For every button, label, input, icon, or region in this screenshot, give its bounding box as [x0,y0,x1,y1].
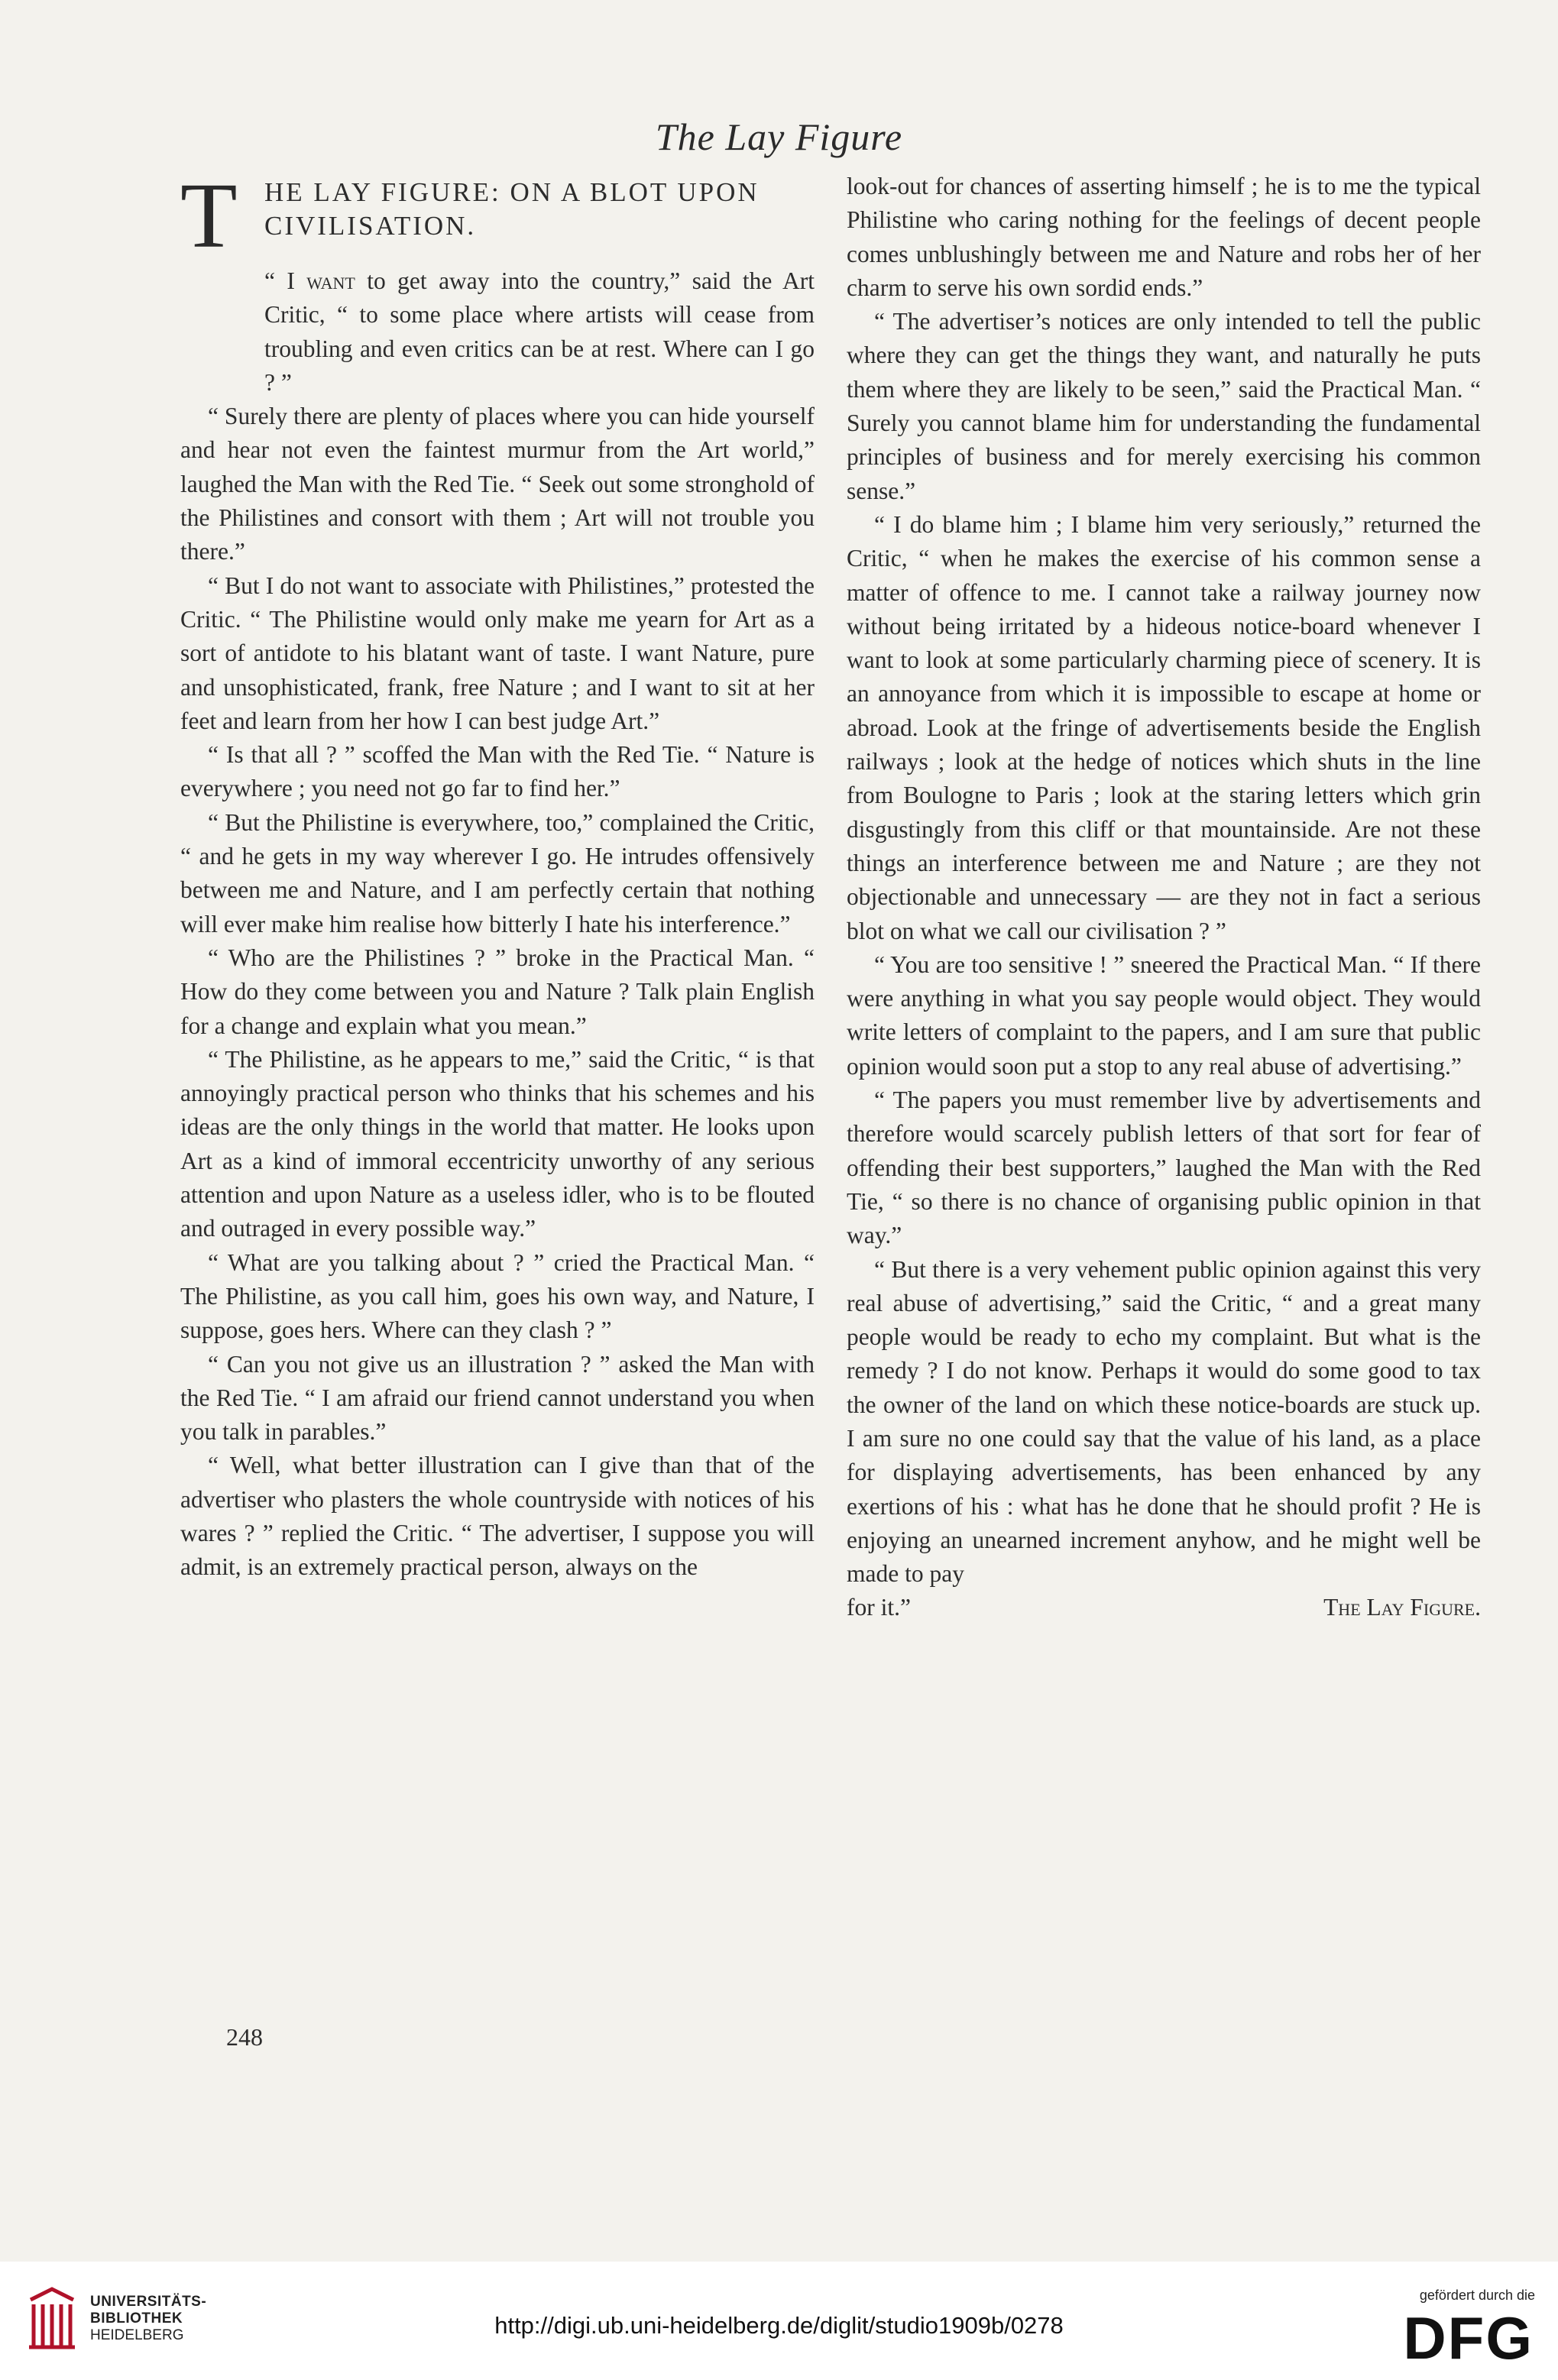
first-paragraph-text: to get away into the country,” said the Art Critic, “ to some place where artists will cease from troubling and even critics can be at rest. Where can I go ? ” [264,267,815,396]
permalink-url[interactable]: http://digi.ub.uni-heidelberg.de/diglit/studio1909b/0278 [494,2312,1064,2339]
funded-by-label: gefördert durch die [1419,2288,1535,2303]
drop-cap: T [180,164,238,267]
paragraph: “ What are you talking about ? ” cried the Practical Man. “ The Philistine, as you call him, goes his own way, and Nature, I suppose, goes hers. Where can they clash ? ” [180,1248,815,1344]
running-title: The Lay Figure [655,115,903,158]
digitization-footer [0,2262,1558,2380]
paragraph: “ But the Philistine is everywhere, too,” complained the Critic, “ and he gets in my way wherever I go. He intrudes offensively between me and Nature, and I am perfectly certain that nothing will ever make him realise how bitterly I hate his interference.” [180,808,815,937]
last-paragraph: “ But there is a very vehement public opinion against this very real abuse of advertising,” said the Critic, “ and a great many people would be ready to echo my complaint. But what is the remedy ? I do not know. Perhaps it would do some good to tax the owner of the land on which these notice-boards are stuck up. I am sure no one could say that the value of his land, as a place for displaying advertisements, has been enhanced by any exertions of his : what has he done that he should profit ? He is enjoying an unearned increment anyhow, and he might well be made to pay [847,1255,1481,1588]
article-heading [180,164,815,267]
library-line: UNIVERSITÄTS- [90,2294,207,2310]
signature: The Lay Figure. [1323,1594,1481,1621]
last-line-text: for it.” [847,1594,911,1621]
paragraph: “ I do blame him ; I blame him very seriously,” returned the Critic, “ when he makes the exercise of his common sense a matter of offence to me. I cannot take a railway journey now without being irritated by a hideous notice-board whenever I want to look at some particularly charming piece of scenery. It is an annoyance from which it is impossible to escape at home or abroad. Look at the fringe of advertisements beside the English railways ; look at the hedge of notices which shuts in the line from Boulogne to Paris ; look at the staring letters which grin disgustingly from this cliff or that mountainside. Are not these things an interference between me and Nature ; are they not objectionable and unnecessary — are they not in fact a serious blot on what we call our civilisation ? ” [847,510,1481,944]
paragraph: “ The advertiser’s notices are only intended to tell the public where they can get the things they want, and naturally he puts them where they are likely to be seen,” said the Practical Man. “ Surely you cannot blame him for understanding the fundamental principles of business and for merely exercising his common sense.” [847,308,1481,504]
left-column [180,164,815,1585]
page-number: 248 [226,2023,263,2051]
paragraph: “ Is that all ? ” scoffed the Man with the Red Tie. “ Nature is everywhere ; you need not go far to find her.” [180,741,815,802]
library-line: HEIDELBERG [90,2327,184,2343]
paragraph: “ Who are the Philistines ? ” broke in the Practical Man. “ How do they come between you and Nature ? Talk plain English for a change and explain what you mean.” [180,944,815,1039]
paragraph: “ Can you not give us an illustration ? ” asked the Man with the Red Tie. “ I am afraid our friend cannot understand you when you talk in parables.” [180,1350,815,1446]
continued-paragraph: look-out for chances of asserting himself ; he is to me the typical Philistine who caring nothing for the feelings of decent people comes unblushingly between me and Nature and robs her of her charm to serve his own sordid ends.” [847,173,1481,301]
signoff-line [847,1591,1481,1624]
article-title: HE LAY FIGURE: ON A BLOT UPON CIVILISATION. [264,177,760,241]
dfg-logo: DFG [1403,2304,1534,2372]
first-paragraph [180,264,815,400]
right-column [847,170,1481,1625]
paragraph: “ But I do not want to associate with Philistines,” protested the Critic. “ The Philistine would only make me yearn for Art as a sort of antidote to his blatant want of taste. I want Nature, pure and unsophisticated, frank, free Nature ; and I want to sit at her feet and learn from her how I can best judge Art.” [180,572,815,734]
paragraph: “ You are too sensitive ! ” sneered the Practical Man. “ If there were anything in what you say people would object. They would write letters of complaint to the papers, and I am sure that public opinion would soon put a stop to any real abuse of advertising.” [847,950,1481,1080]
paragraph: “ Surely there are plenty of places where you can hide yourself and hear not even the faintest murmur from the Art world,” laughed the Man with the Red Tie. “ Seek out some stronghold of the Philistines and consort with them ; Art will not trouble you there.” [180,403,815,565]
paragraph: “ Well, what better illustration can I give than that of the advertiser who plasters the whole countryside with notices of his wares ? ” replied the Critic. “ The advertiser, I suppose you will admit, is an extremely practical person, always on the [180,1452,815,1581]
paragraph: “ The papers you must remember live by advertisements and therefore would scarcely publish letters of that sort for fear of offending their best supporters,” laughed the Man with the Red Tie, “ so there is no chance of organising public opinion in that way.” [847,1086,1481,1249]
paragraph: “ The Philistine, as he appears to me,” said the Critic, “ is that annoyingly practical person who thinks that his schemes and his ideas are the only things in the world that matter. He looks upon Art as a kind of immoral eccentricity unworthy of any serious attention and upon Nature as a useless idler, who is to be flouted and outraged in every possible way.” [180,1045,815,1242]
library-line: BIBLIOTHEK [90,2310,183,2327]
first-paragraph-opening: “ I want [264,267,355,294]
